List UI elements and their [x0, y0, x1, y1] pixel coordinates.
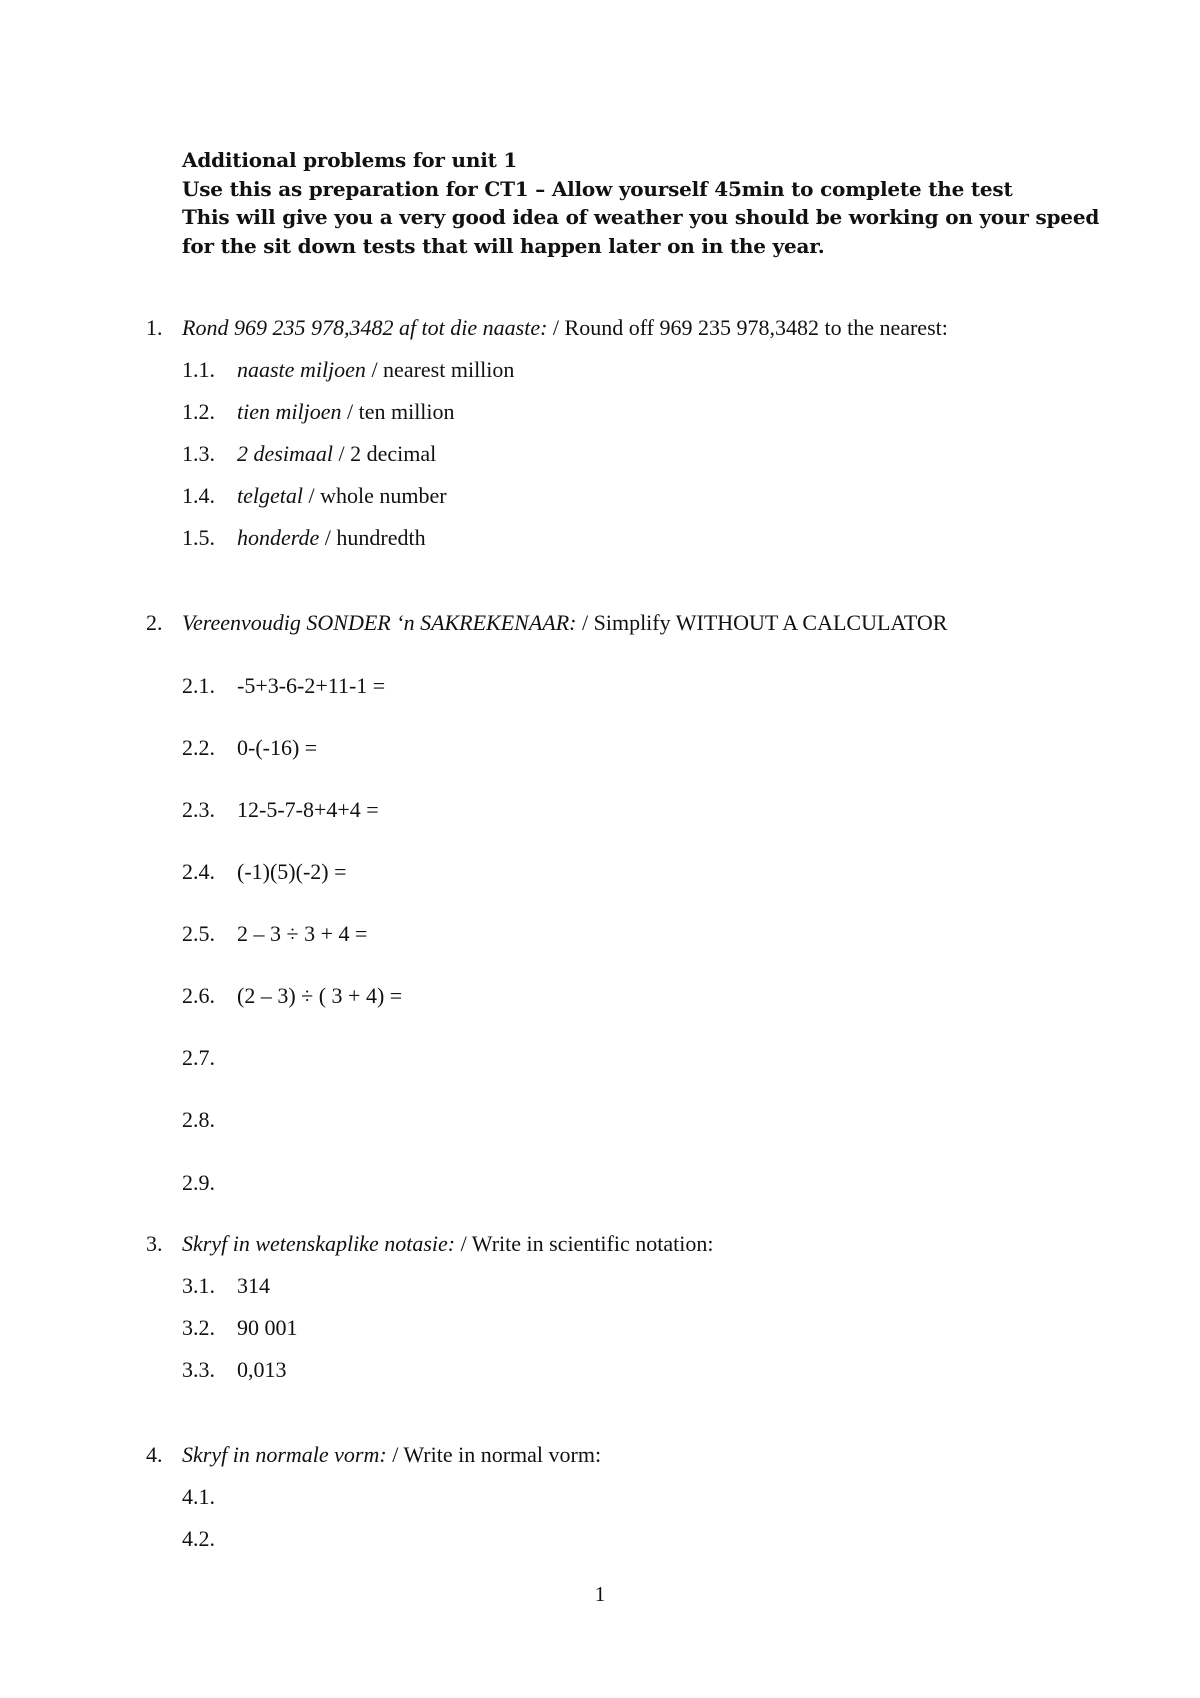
subquestion-text-english: / ten million	[346, 399, 455, 424]
header-title: Additional problems for unit 1	[182, 148, 518, 172]
subquestion-number: 1.1.	[182, 357, 215, 382]
subquestion-number: 1.3.	[182, 441, 215, 466]
subquestion-number: 4.2.	[182, 1526, 215, 1551]
subquestion-text-english: / whole number	[302, 483, 447, 508]
question-text-afrikaans: Vereenvoudig SONDER ‘n SAKREKENAAR:	[182, 610, 577, 635]
subquestion-number: 2.9.	[182, 1170, 215, 1195]
subquestion-text-afrikaans: honderde	[237, 525, 320, 550]
subquestion-text-afrikaans: tien miljoen	[237, 399, 347, 424]
subquestion-text	[237, 483, 447, 509]
subquestion-text: (2 – 3) ÷ ( 3 + 4) =	[237, 983, 403, 1008]
question-text	[182, 1231, 713, 1257]
subquestion-number: 2.2.	[182, 735, 215, 760]
question-text	[182, 1442, 601, 1468]
subquestion-number: 2.4.	[182, 859, 215, 884]
subquestion-text: (-1)(5)(-2) =	[237, 859, 347, 884]
subquestion-text: 314	[237, 1273, 270, 1298]
subquestion-text-afrikaans: naaste miljoen	[237, 357, 366, 382]
question-text-english: / Simplify WITHOUT A CALCULATOR	[576, 610, 948, 635]
subquestion-number: 2.3.	[182, 797, 215, 822]
question-text-english: / Write in scientific notation:	[455, 1231, 714, 1256]
question-number: 4.	[146, 1442, 163, 1467]
subquestion-number: 2.1.	[182, 673, 215, 698]
question-text-afrikaans: Skryf in wetenskaplike notasie:	[182, 1231, 456, 1256]
subquestion-number: 2.8.	[182, 1107, 215, 1132]
header-instruction-line: for the sit down tests that will happen later on in the year.	[182, 233, 825, 258]
subquestion-number: 3.1.	[182, 1273, 215, 1298]
subquestion-text-afrikaans: telgetal	[237, 483, 303, 508]
question-text-english: / Write in normal vorm:	[386, 1442, 602, 1467]
question-text-afrikaans: Rond 969 235 978,3482 af tot die naaste:	[182, 315, 548, 340]
subquestion-text: 90 001	[237, 1315, 298, 1340]
subquestion-number: 2.7.	[182, 1045, 215, 1070]
subquestion-text-english: / hundredth	[319, 525, 426, 550]
subquestion-text: 12-5-7-8+4+4 =	[237, 797, 379, 822]
subquestion-text	[237, 357, 514, 383]
subquestion-number: 1.5.	[182, 525, 215, 550]
header-instruction-line: Use this as preparation for CT1 – Allow yourself 45min to complete the test	[182, 176, 1013, 201]
question-text-afrikaans: Skryf in normale vorm:	[182, 1442, 387, 1467]
question-text-english: / Round off 969 235 978,3482 to the nearest:	[547, 315, 948, 340]
subquestion-text: 0-(-16) =	[237, 735, 318, 760]
question-number: 3.	[146, 1231, 163, 1256]
subquestion-number: 4.1.	[182, 1484, 215, 1509]
subquestion-text	[237, 441, 436, 467]
question-number: 1.	[146, 315, 163, 340]
subquestion-number: 3.2.	[182, 1315, 215, 1340]
question-text	[182, 315, 948, 341]
header-instruction-line: This will give you a very good idea of weather you should be working on your speed	[182, 205, 1100, 229]
subquestion-text: 2 – 3 ÷ 3 + 4 =	[237, 921, 368, 946]
question-text	[182, 610, 947, 636]
subquestion-text-english: / nearest million	[365, 357, 515, 382]
subquestion-text	[237, 525, 426, 551]
subquestion-number: 2.6.	[182, 983, 215, 1008]
subquestion-text-english: / 2 decimal	[332, 441, 437, 466]
document-header	[182, 146, 1099, 260]
page-number: 1	[594, 1582, 606, 1606]
subquestion-number: 1.4.	[182, 483, 215, 508]
subquestion-text	[237, 399, 455, 425]
subquestion-text: -5+3-6-2+11-1 =	[237, 673, 386, 698]
subquestion-text: 0,013	[237, 1357, 287, 1382]
subquestion-number: 3.3.	[182, 1357, 215, 1382]
question-number: 2.	[146, 610, 163, 635]
subquestion-number: 1.2.	[182, 399, 215, 424]
subquestion-number: 2.5.	[182, 921, 215, 946]
subquestion-text-afrikaans: 2 desimaal	[237, 441, 333, 466]
